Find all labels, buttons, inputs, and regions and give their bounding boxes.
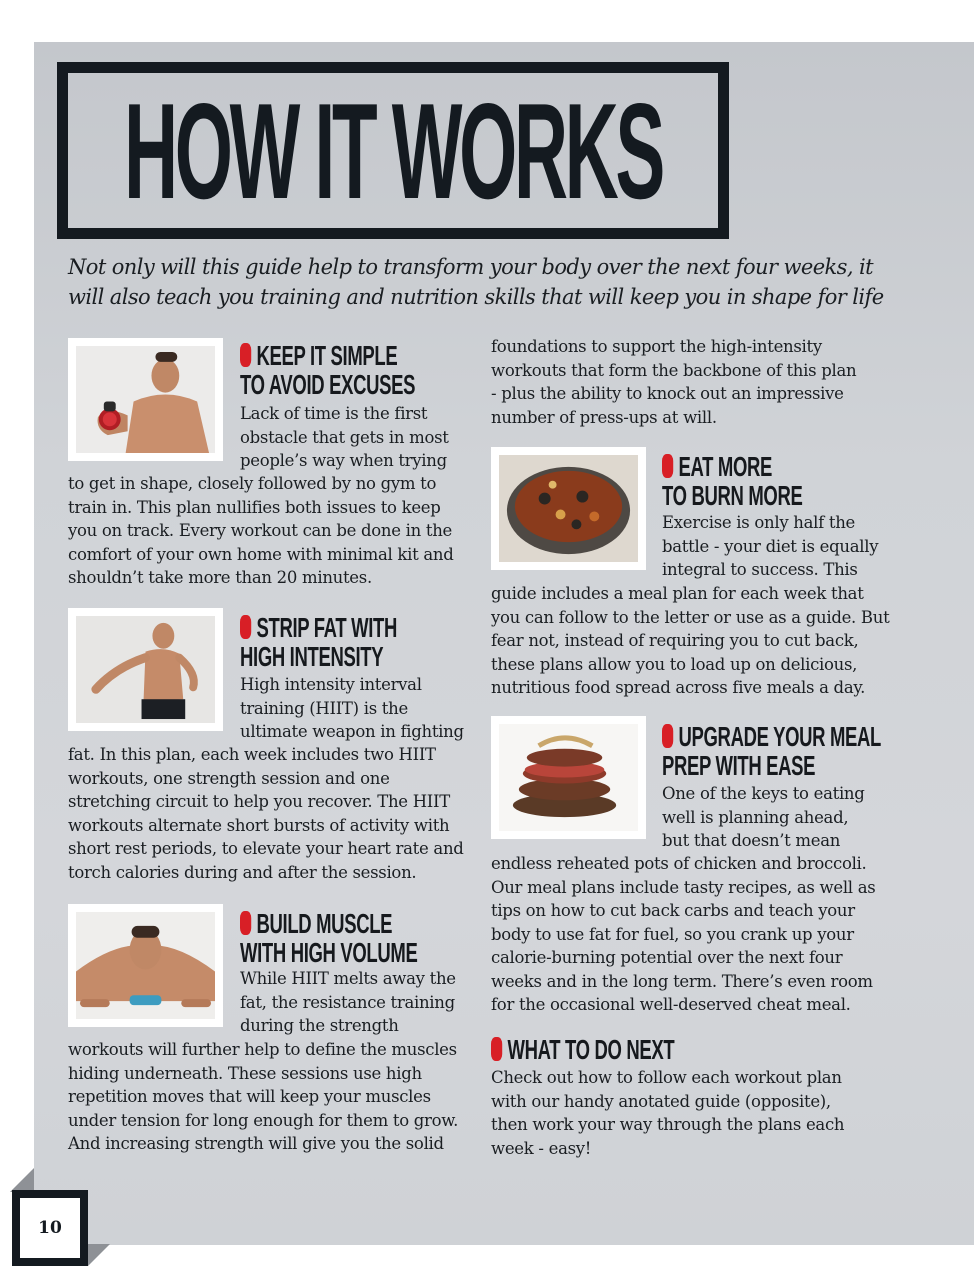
section-body: While HIIT melts away the fat, the resistance training during the strength bbox=[240, 969, 456, 1035]
page-number-corner bbox=[10, 1168, 34, 1192]
red-bullet-icon bbox=[240, 911, 251, 935]
red-bullet-icon bbox=[662, 724, 673, 748]
intro-standfirst bbox=[68, 252, 898, 312]
steak-stack-photo bbox=[491, 716, 646, 839]
red-bullet-icon bbox=[662, 454, 673, 478]
section-body: Lack of time is the first obstacle that gets in most people’s way when trying bbox=[240, 404, 449, 470]
section-body: High intensity interval training (HIIT) is the ultimate weapon in fighting bbox=[240, 675, 464, 741]
page-title: HOW IT WORKS bbox=[124, 74, 662, 227]
press-up-man-photo bbox=[68, 904, 223, 1027]
section-body: One of the keys to eating well is planning ahead, but that doesn’t mean bbox=[662, 784, 865, 850]
kettlebell-man-photo bbox=[68, 338, 223, 461]
page-number-shadow bbox=[88, 1244, 110, 1266]
section-heading: STRIP FAT WITH HIGH INTENSITY bbox=[240, 612, 397, 672]
section-heading: KEEP IT SIMPLE TO AVOID EXCUSES bbox=[240, 340, 416, 400]
section-body: Check out how to follow each workout plan with our handy anotated guide (opposite), then work your way through the plans each week - easy! bbox=[491, 1068, 845, 1158]
section-body: Exercise is only half the battle - your diet is equally integral to success. This bbox=[662, 513, 879, 579]
section-body: fat. In this plan, each week includes two HIIT workouts, one strength session and one stretching circuit to help you recover. The HIIT workouts alternate short bursts of activity with short rest periods, to elevate your heart rate and torch calories during and after the session. bbox=[68, 745, 464, 882]
section-heading: EAT MORE TO BURN MORE bbox=[662, 451, 803, 511]
title-box bbox=[57, 62, 729, 239]
section-body: guide includes a meal plan for each week that you can follow to the letter or use as a guide. But fear not, instead of requiring you to cut back, these plans allow you to load up on delicious, nutritious food spread across five meals a day. bbox=[491, 584, 890, 697]
section-body-continued: foundations to support the high-intensity workouts that form the backbone of this plan - plus the ability to knock out an impressive number of press-ups at will. bbox=[491, 337, 857, 427]
red-bullet-icon bbox=[491, 1037, 502, 1061]
page-number: 10 bbox=[20, 1198, 80, 1258]
section-heading: BUILD MUSCLE WITH HIGH VOLUME bbox=[240, 908, 418, 968]
section-body: to get in shape, closely followed by no gym to train in. This plan nullifies both issues to keep you on track. Every workout can be done in the comfort of your own home with minimal kit and shouldn’t take more than 20 minutes. bbox=[68, 474, 454, 587]
running-man-photo bbox=[68, 608, 223, 731]
page-number-box bbox=[12, 1190, 88, 1266]
section-heading: WHAT TO DO NEXT bbox=[491, 1035, 674, 1064]
red-bullet-icon bbox=[240, 343, 251, 367]
stew-dish-photo bbox=[491, 447, 646, 570]
section-heading: UPGRADE YOUR MEAL PREP WITH EASE bbox=[662, 721, 881, 781]
intro-line: will also teach you training and nutrition skills that will keep you in shape for life bbox=[68, 285, 884, 309]
red-bullet-icon bbox=[240, 615, 251, 639]
intro-line: Not only will this guide help to transform your body over the next four weeks, it bbox=[68, 255, 873, 279]
section-body: workouts will further help to define the muscles hiding underneath. These sessions use high repetition moves that will keep your muscles under tension for long enough for them to grow. And increasing strength will give you the solid bbox=[68, 1040, 459, 1153]
section-body: endless reheated pots of chicken and broccoli. Our meal plans include tasty recipes, as well as tips on how to cut back carbs and teach your body to use fat for fuel, so you crank up your calorie-burning potential over the next four weeks and in the long term. There’s even room for the occasional well-deserved cheat meal. bbox=[491, 854, 876, 1014]
